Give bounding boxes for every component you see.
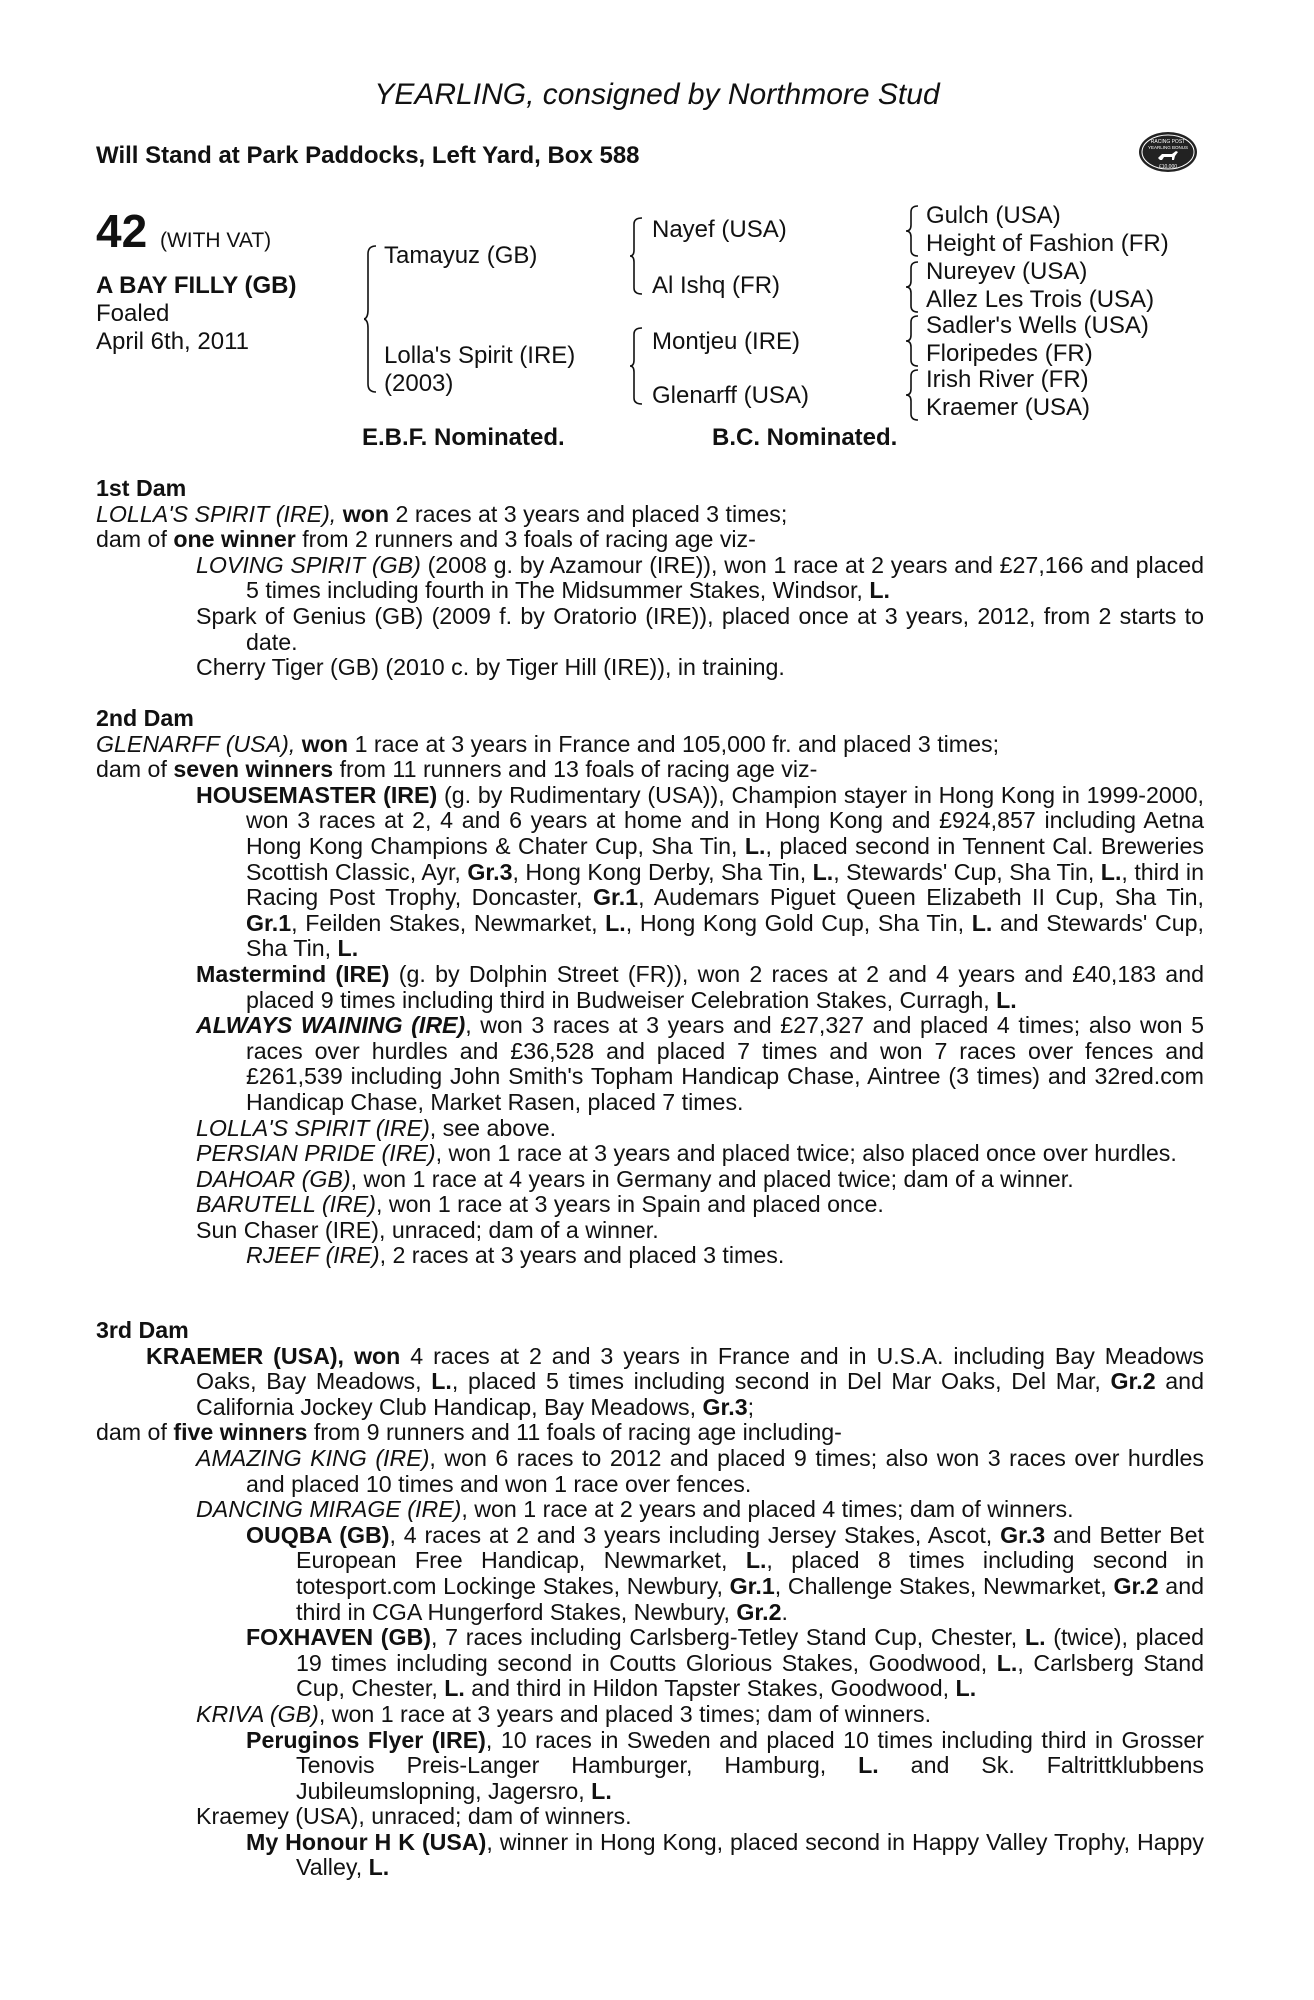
horse-name: A BAY FILLY (GB)	[96, 272, 297, 299]
ggs-2: Height of Fashion (FR)	[926, 230, 1169, 257]
lot-number	[96, 205, 272, 264]
list-item: OUQBA (GB), 4 races at 2 and 3 years including Jersey Stakes, Ascot, Gr.3 and Better Bet European Free Handicap, Newmarket, L., placed 8 times including second in totesport.com Lockinge Stakes, Newbury, Gr.1, Challenge Stakes, Newmarket, Gr.2 and third in CGA Hungerford Stakes, Newbury, Gr.2.	[246, 1521, 1204, 1625]
list-item: AMAZING KING (IRE), won 6 races to 2012 and placed 9 times; also won 3 races over hurdles and placed 10 times and won 1 race over fences.	[196, 1444, 1204, 1497]
sire-brace	[630, 216, 644, 296]
list-item: HOUSEMASTER (IRE) (g. by Rudimentary (USA)), Champion stayer in Hong Kong in 1999-2000, won 3 races at 2, 4 and 6 years at home and in Hong Kong and £924,857 including Aetna Hong Kong Champions & Chater Cup, Sha Tin, L., placed second in Tennent Cal. Breweries Scottish Classic, Ayr, Gr.3, Hong Kong Derby, Sha Tin, L., Stewards' Cup, Sha Tin, L., third in Racing Post Trophy, Doncaster, Gr.1, Audemars Piguet Queen Elizabeth II Cup, Sha Tin, Gr.1, Feilden Stakes, Newmarket, L., Hong Kong Gold Cup, Sha Tin, L. and Stewards' Cup, Sha Tin, L.	[196, 781, 1204, 962]
lot-vat: (WITH VAT)	[159, 229, 272, 252]
list-item: DANCING MIRAGE (IRE), won 1 race at 2 years and placed 4 times; dam of winners.	[196, 1496, 1074, 1523]
third-dam-heading: 3rd Dam	[96, 1317, 189, 1343]
second-dam-section: 2nd Dam GLENARFF (USA), won 1 race at 3 years in France and 105,000 fr. and placed 3 times; dam of seven winners from 11 runners and 13 foals of racing age viz- HOUSEMASTER (IRE) (g. by Rudimentary (USA)), Champion stayer in Hong Kong in 1999-2000, won 3 races at 2, 4 and 6 years at home and in Hong Kong and £924,857 including Aetna Hong Kong Champions & Chater Cup, Sha Tin, L., placed second in Tennent Cal. Breweries Scottish Classic, Ayr, Gr.3, Hong Kong Derby, Sha Tin, L., Stewards' Cup, Sha Tin, L., third in Racing Post Trophy, Doncaster, Gr.1, Audemars Piguet Queen Elizabeth II Cup, Sha Tin, Gr.1, Feilden Stakes, Newmarket, L., Hong Kong Gold Cup, Sha Tin, L. and Stewards' Cup, Sha Tin, L. Mastermind (IRE) (g. by Dolphin Street (FR)), won 2 races at 2 and 4 years and £40,183 and placed 9 times including third in Budweiser Celebration Stakes, Curragh, L. ALWAYS WAINING (IRE), won 3 races at 3 years and £27,327 and placed 4 times; also won 5 races over hurdles and £36,528 and placed 7 times and won 7 races over fences and £261,539 including John Smith's Topham Handicap Chase, Aintree (3 times) and 32red.com Handicap Chase, Market Rasen, placed 7 times. LOLLA'S SPIRIT (IRE), see above. PERSIAN PRIDE (IRE), won 1 race at 3 years and placed twice; also placed once over hurdles. DAHOAR (GB), won 1 race at 4 years in Germany and placed twice; dam of a winner. BARUTELL (IRE), won 1 race at 3 years in Spain and placed once. Sun Chaser (IRE), unraced; dam of a winner. RJEEF (IRE), 2 races at 3 years and placed 3 times.	[96, 705, 1204, 1269]
sire-dam-brace	[364, 244, 378, 394]
third-dam-section: 3rd Dam KRAEMER (USA), won 4 races at 2 and 3 years in France and in U.S.A. including Bay Meadows Oaks, Bay Meadows, L., placed 5 times including second in Del Mar Oaks, Del Mar, Gr.2 and California Jockey Club Handicap, Bay Meadows, Gr.3; dam of five winners from 9 runners and 11 foals of racing age including- AMAZING KING (IRE), won 6 races to 2012 and placed 9 times; also won 3 races over hurdles and placed 10 times and won 1 race over fences. DANCING MIRAGE (IRE), won 1 race at 2 years and placed 4 times; dam of winners. OUQBA (GB), 4 races at 2 and 3 years including Jersey Stakes, Ascot, Gr.3 and Better Bet European Free Handicap, Newmarket, L., placed 8 times including second in totesport.com Lockinge Stakes, Newbury, Gr.1, Challenge Stakes, Newmarket, Gr.2 and third in CGA Hungerford Stakes, Newbury, Gr.2. FOXHAVEN (GB), 7 races including Carlsberg-Tetley Stand Cup, Chester, L. (twice), placed 19 times including second in Coutts Glorious Stakes, Goodwood, L., Carlsberg Stand Cup, Chester, L. and third in Hildon Tapster Stakes, Goodwood, L. KRIVA (GB), won 1 race at 3 years and placed 3 times; dam of winners. Peruginos Flyer (IRE), 10 races in Sweden and placed 10 times including third in Grosser Tenovis Preis-Langer Hamburger, Hamburg, L. and Sk. Faltrittklubbens Jubileumslopning, Jagersro, L. Kraemey (USA), unraced; dam of winners. My Honour H K (USA), winner in Hong Kong, placed second in Happy Valley Trophy, Happy Valley, L.	[96, 1317, 1205, 1881]
bc-nominated: B.C. Nominated.	[712, 424, 898, 451]
list-item: RJEEF (IRE), 2 races at 3 years and placed 3 times.	[246, 1242, 785, 1269]
list-item: Peruginos Flyer (IRE), 10 races in Sweden and placed 10 times including third in Grosser Tenovis Preis-Langer Hamburger, Hamburg, L. and Sk. Faltrittklubbens Jubileumslopning, Jagersro, L.	[246, 1726, 1205, 1804]
ggs-brace-2	[906, 260, 920, 314]
list-item: ALWAYS WAINING (IRE), won 3 races at 3 years and £27,327 and placed 4 times; also won 5 races over hurdles and £36,528 and placed 7 times and won 7 races over fences and £261,539 including John Smith's Topham Handicap Chase, Aintree (3 times) and 32red.com Handicap Chase, Market Rasen, placed 7 times.	[196, 1012, 1204, 1115]
grandsire-1: Nayef (USA)	[652, 216, 787, 243]
badge-line3: £10,000	[1158, 164, 1178, 170]
dam: Lolla's Spirit (IRE)	[384, 342, 576, 369]
list-item: DAHOAR (GB), won 1 race at 4 years in Germany and placed twice; dam of a winner.	[196, 1165, 1074, 1192]
dam-year: (2003)	[384, 370, 454, 397]
dam-brace	[630, 326, 644, 406]
list-item: KRIVA (GB), won 1 race at 3 years and placed 3 times; dam of winners.	[196, 1700, 932, 1727]
list-item: Sun Chaser (IRE), unraced; dam of a winner.	[196, 1216, 659, 1243]
first-dam-section: 1st Dam LOLLA'S SPIRIT (IRE), won 2 races at 3 years and placed 3 times; dam of one winner from 2 runners and 3 foals of racing age viz- LOVING SPIRIT (GB) (2008 g. by Azamour (IRE)), won 1 race at 2 years and £27,166 and placed 5 times including fourth in The Midsummer Stakes, Windsor, L. Spark of Genius (GB) (2009 f. by Oratorio (IRE)), placed once at 3 years, 2012, from 2 starts to date. Cherry Tiger (GB) (2010 c. by Tiger Hill (IRE)), in training.	[96, 475, 1204, 681]
ggs-6: Floripedes (FR)	[926, 340, 1093, 367]
ggs-brace-3	[906, 314, 920, 368]
ggs-3: Nureyev (USA)	[926, 258, 1088, 285]
list-item: Kraemey (USA), unraced; dam of winners.	[196, 1803, 632, 1830]
granddam-1: Al Ishq (FR)	[652, 272, 781, 299]
list-item: FOXHAVEN (GB), 7 races including Carlsberg-Tetley Stand Cup, Chester, L. (twice), placed 19 times including second in Coutts Glorious Stakes, Goodwood, L., Carlsberg Stand Cup, Chester, L. and third in Hildon Tapster Stakes, Goodwood, L.	[246, 1624, 1204, 1702]
ggs-5: Sadler's Wells (USA)	[926, 312, 1149, 339]
ggs-7: Irish River (FR)	[926, 366, 1089, 393]
horse-info	[96, 272, 296, 356]
ebf-nominated: E.B.F. Nominated.	[362, 424, 565, 451]
ggs-8: Kraemer (USA)	[926, 394, 1091, 421]
sire: Tamayuz (GB)	[384, 242, 538, 269]
second-dam-heading: 2nd Dam	[96, 705, 194, 731]
ggs-brace-4	[906, 368, 920, 422]
lot-number-value: 42	[96, 205, 148, 257]
ggs-4: Allez Les Trois (USA)	[926, 286, 1155, 313]
list-item: BARUTELL (IRE), won 1 race at 3 years in Spain and placed once.	[196, 1191, 884, 1218]
foaled-date: April 6th, 2011	[96, 328, 249, 355]
ggs-1: Gulch (USA)	[926, 202, 1061, 229]
list-item: Spark of Genius (GB) (2009 f. by Oratorio (IRE)), placed once at 3 years, 2012, from 2 starts to date.	[196, 602, 1204, 655]
foaled-label: Foaled	[96, 300, 170, 327]
list-item: Cherry Tiger (GB) (2010 c. by Tiger Hill (IRE)), in training.	[196, 654, 785, 681]
grandsire-2: Montjeu (IRE)	[652, 328, 801, 355]
badge-line1: RACING POST	[1150, 139, 1186, 145]
yearling-bonus-badge-icon	[1138, 130, 1198, 174]
first-dam-heading: 1st Dam	[96, 475, 187, 501]
stand-location: Will Stand at Park Paddocks, Left Yard, Box 588	[96, 142, 640, 169]
badge-line2: YEARLING BONUS	[1147, 145, 1189, 150]
list-item: My Honour H K (USA), winner in Hong Kong, placed second in Happy Valley Trophy, Happy Valley, L.	[246, 1828, 1204, 1881]
granddam-2: Glenarff (USA)	[652, 382, 809, 409]
list-item: Mastermind (IRE) (g. by Dolphin Street (FR)), won 2 races at 2 and 4 years and £40,183 and placed 9 times including third in Budweiser Celebration Stakes, Curragh, L.	[196, 960, 1204, 1013]
ggs-brace-1	[906, 204, 920, 258]
list-item: LOVING SPIRIT (GB) (2008 g. by Azamour (IRE)), won 1 race at 2 years and £27,166 and placed 5 times including fourth in The Midsummer Stakes, Windsor, L.	[196, 551, 1204, 604]
list-item: PERSIAN PRIDE (IRE), won 1 race at 3 years and placed twice; also placed once over hurdles.	[196, 1140, 1177, 1167]
page-title: YEARLING, consigned by Northmore Stud	[374, 78, 940, 111]
list-item: LOLLA'S SPIRIT (IRE), see above.	[196, 1114, 557, 1141]
